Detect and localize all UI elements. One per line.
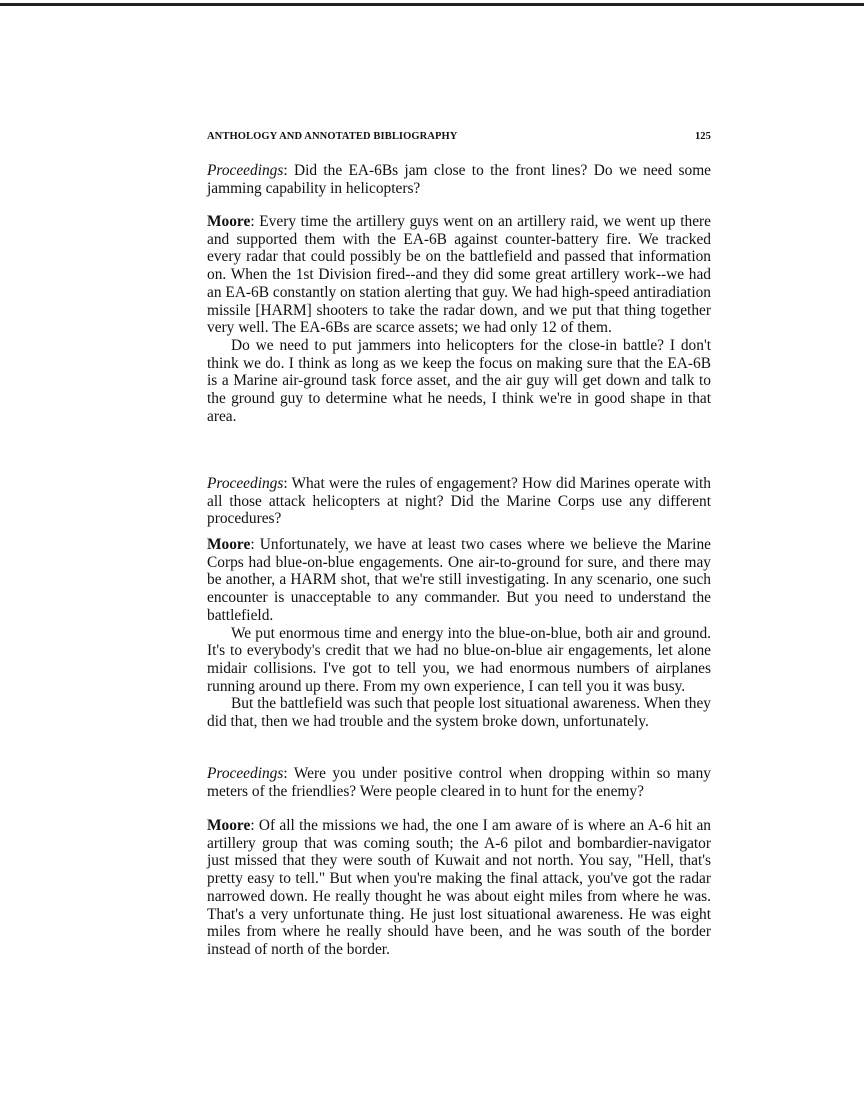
answer-paragraph: Do we need to put jammers into helicopters for the close-in battle? I don't think we do. I think as long as we keep the focus on making sure that the EA-6B is a Marine air-ground task force asset, and the air guy will get down and talk to the ground guy to determine what he needs, I think we're in good shape in that area. (207, 336, 711, 425)
answer-paragraph: But the battlefield was such that people lost situational awareness. When they did that, then we had trouble and the system broke down, unfortunately. (207, 695, 711, 731)
answer-paragraph: We put enormous time and energy into the blue-on-blue, both air and ground. It's to everybody's credit that we had no blue-on-blue air engagements, let alone midair collisions. I've got to tell you, we had enormous numbers of airplanes running around up there. From my own experience, I can tell you it was busy. (207, 624, 711, 695)
question-1: Proceedings: Did the EA-6Bs jam close to the front lines? Do we need some jamming capability in helicopters? (207, 162, 711, 197)
speaker-label: Proceedings (207, 765, 284, 782)
speaker-label: Moore (207, 536, 251, 553)
speaker-label: Moore (207, 213, 251, 230)
running-header (207, 131, 711, 142)
running-title: ANTHOLOGY AND ANNOTATED BIBLIOGRAPHY (207, 131, 458, 142)
question-text: Were you under positive control when dropping within so many meters of the friendlies? Were people cleared in to hunt for the enemy? (207, 765, 711, 800)
answer-1: Moore: Every time the artillery guys went on an artillery raid, we went up there and supported them with the EA-6B against counter-battery fire. We tracked every radar that could possibly be on the battlefield and passed that information on. When the 1st Division fired--and they did some great artillery work--we had an EA-6B constantly on station alerting that guy. We had high-speed antiradiation missile [HARM] shooters to take the radar down, and we put that thing together very well. The EA-6Bs are scarce assets; we had only 12 of them. Do we need to put jammers into helicopters for the close-in battle? I don't think we do. I think as long as we keep the focus on making sure that the EA-6B is a Marine air-ground task force asset, and the air guy will get down and talk to the ground guy to determine what he needs, I think we're in good shape in that area. (207, 213, 712, 425)
answer-text: Unfortunately, we have at least two cases where we believe the Marine Corps had blue-on-blue engagements. One air-to-ground for sure, and there may be another, a HARM shot, that we're still investigating. In any scenario, one such encounter is unacceptable to any commander. But you need to understand the battlefield. (207, 536, 711, 624)
answer-3: Moore: Of all the missions we had, the one I am aware of is where an A-6 hit an artillery group that was coming south; the A-6 pilot and bombardier-navigator just missed that they were south of Kuwait and not north. You say, "Hell, that's pretty easy to tell." But when you're making the final attack, you've got the radar narrowed down. He really thought he was about eight miles from where he was. That's a very unfortunate thing. He just lost situational awareness. He was eight miles from where he really should have been, and he was south of the border instead of north of the border. (207, 817, 711, 958)
question-2: Proceedings: What were the rules of engagement? How did Marines operate with all those attack helicopters at night? Did the Marine Corps use any different procedures? (207, 475, 711, 528)
answer-text: Of all the missions we had, the one I am aware of is where an A-6 hit an artillery group that was coming south; the A-6 pilot and bombardier-navigator just missed that they were south of Kuwait and not north. You say, "Hell, that's pretty easy to tell." But when you're making the final attack, you've got the radar narrowed down. He really thought he was about eight miles from where he was. That's a very unfortunate thing. He just lost situational awareness. He was eight miles from where he really should have been, and he was south of the border instead of north of the border. (207, 817, 711, 958)
top-rule (0, 3, 864, 6)
speaker-label: Proceedings (207, 162, 284, 179)
question-text: What were the rules of engagement? How did Marines operate with all those attack helicopters at night? Did the Marine Corps use any different procedures? (207, 475, 711, 528)
answer-text: Every time the artillery guys went on an artillery raid, we went up there and supported them with the EA-6B against counter-battery fire. We tracked every radar that could possibly be on the battlefield and passed that information on. When the 1st Division fired--and they did some great artillery work--we had an EA-6B constantly on station alerting that guy. We had high-speed antiradiation missile [HARM] shooters to take the radar down, and we put that thing together very well. The EA-6Bs are scarce assets; we had only 12 of them. (207, 213, 712, 337)
question-3: Proceedings: Were you under positive control when dropping within so many meters of the friendlies? Were people cleared in to hunt for the enemy? (207, 765, 711, 800)
answer-2: Moore: Unfortunately, we have at least two cases where we believe the Marine Corps had blue-on-blue engagements. One air-to-ground for sure, and there may be another, a HARM shot, that we're still investigating. In any scenario, one such encounter is unacceptable to any commander. But you need to understand the battlefield. We put enormous time and energy into the blue-on-blue, both air and ground. It's to everybody's credit that we had no blue-on-blue air engagements, let alone midair collisions. I've got to tell you, we had enormous numbers of airplanes running around up there. From my own experience, I can tell you it was busy. But the battlefield was such that people lost situational awareness. When they did that, then we had trouble and the system broke down, unfortunately. (207, 536, 711, 731)
question-text: Did the EA-6Bs jam close to the front lines? Do we need some jamming capability in helicopters? (207, 162, 711, 197)
page-number: 125 (694, 131, 711, 142)
speaker-label: Moore (207, 817, 251, 834)
speaker-label: Proceedings (207, 475, 284, 492)
